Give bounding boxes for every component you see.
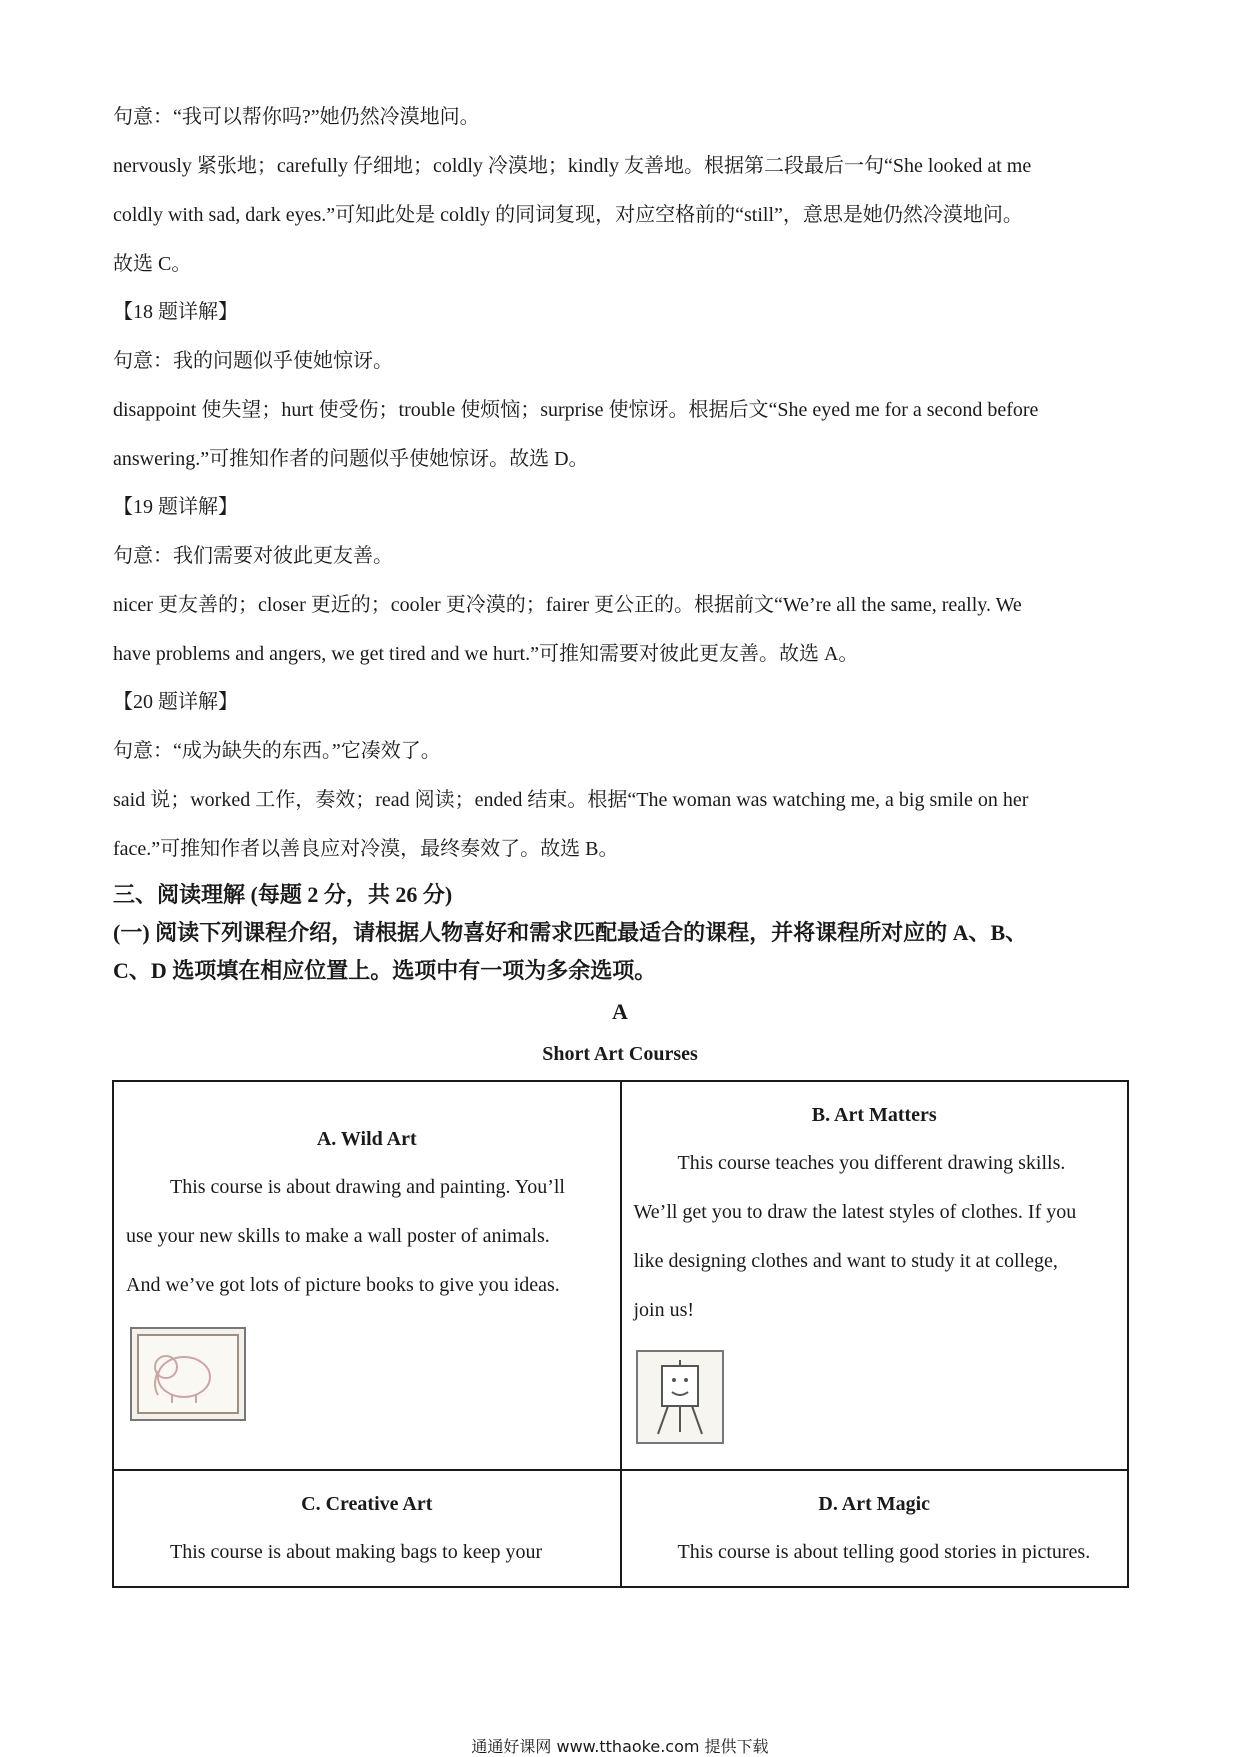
course-text-line: join us!	[633, 1299, 695, 1321]
instruction-line: (一) 阅读下列课程介绍，请根据人物喜好和需求匹配最适合的课程，并将课程所对应的 A、B、	[113, 920, 1028, 945]
course-description	[622, 1528, 1128, 1577]
question-heading-18: 【18 题详解】	[113, 301, 238, 323]
paragraph: 句意：“成为缺失的东西。”它凑效了。	[113, 740, 441, 762]
question-heading-20: 【20 题详解】	[113, 691, 238, 713]
paragraph: 句意：“我可以帮你吗?”她仍然冷漠地问。	[113, 106, 480, 128]
paragraph: face.”可推知作者以善良应对冷漠，最终奏效了。故选 B。	[113, 838, 619, 860]
paragraph: disappoint 使失望；hurt 使受伤；trouble 使烦恼；surprise 使惊讶。根据后文“She eyed me for a second before	[113, 399, 1039, 421]
page-footer: 通通好课网 www.tthaoke.com 提供下载	[471, 1737, 769, 1756]
course-text-line: This course is about drawing and painting. You’ll	[170, 1176, 565, 1198]
course-cell-d	[621, 1470, 1129, 1587]
course-title: A. Wild Art	[316, 1128, 417, 1150]
elephant-poster-icon	[130, 1327, 246, 1421]
paragraph: 句意：我们需要对彼此更友善。	[113, 545, 393, 567]
course-cell-b	[621, 1081, 1129, 1470]
paragraph: coldly with sad, dark eyes.”可知此处是 coldly 的同词复现，对应空格前的“still”，意思是她仍然冷漠地问。	[113, 204, 1023, 226]
paragraph: said 说；worked 工作，奏效；read 阅读；ended 结束。根据“The woman was watching me, a big smile on her	[113, 789, 1029, 811]
course-cell-a	[113, 1081, 621, 1470]
paragraph: have problems and angers, we get tired and we hurt.”可推知需要对彼此更友善。故选 A。	[113, 643, 859, 665]
instruction-line: C、D 选项填在相应位置上。选项中有一项为多余选项。	[113, 958, 657, 983]
course-title: B. Art Matters	[811, 1104, 937, 1126]
easel-icon	[636, 1350, 724, 1444]
question-heading-19: 【19 题详解】	[113, 496, 238, 518]
section-heading: 三、阅读理解 (每题 2 分，共 26 分)	[113, 882, 453, 907]
course-title: C. Creative Art	[301, 1493, 433, 1515]
course-text-line: This course is about telling good stories in pictures.	[677, 1541, 1091, 1563]
passage-label: A	[612, 999, 628, 1024]
course-description	[114, 1163, 620, 1310]
courses-table	[112, 1080, 1129, 1588]
course-text-line: like designing clothes and want to study it at college,	[633, 1250, 1058, 1272]
course-text-line: This course is about making bags to keep your	[170, 1541, 543, 1563]
course-text-line: We’ll get you to draw the latest styles of clothes. If you	[633, 1201, 1077, 1223]
course-cell-c	[113, 1470, 621, 1587]
passage-title: Short Art Courses	[542, 1043, 698, 1065]
paragraph: nicer 更友善的；closer 更近的；cooler 更冷漠的；fairer 更公正的。根据前文“We’re all the same, really. We	[113, 594, 1022, 616]
course-text-line: use your new skills to make a wall poster of animals.	[126, 1225, 550, 1247]
paragraph: 故选 C。	[113, 253, 192, 275]
course-description	[114, 1528, 620, 1577]
paragraph: 句意：我的问题似乎使她惊讶。	[113, 350, 393, 372]
course-title: D. Art Magic	[818, 1493, 931, 1515]
paragraph: nervously 紧张地；carefully 仔细地；coldly 冷漠地；kindly 友善地。根据第二段最后一句“She looked at me	[113, 155, 1032, 177]
paragraph: answering.”可推知作者的问题似乎使她惊讶。故选 D。	[113, 448, 589, 470]
course-description	[622, 1139, 1128, 1335]
course-text-line: And we’ve got lots of picture books to give you ideas.	[126, 1274, 560, 1296]
course-text-line: This course teaches you different drawing skills.	[677, 1152, 1066, 1174]
